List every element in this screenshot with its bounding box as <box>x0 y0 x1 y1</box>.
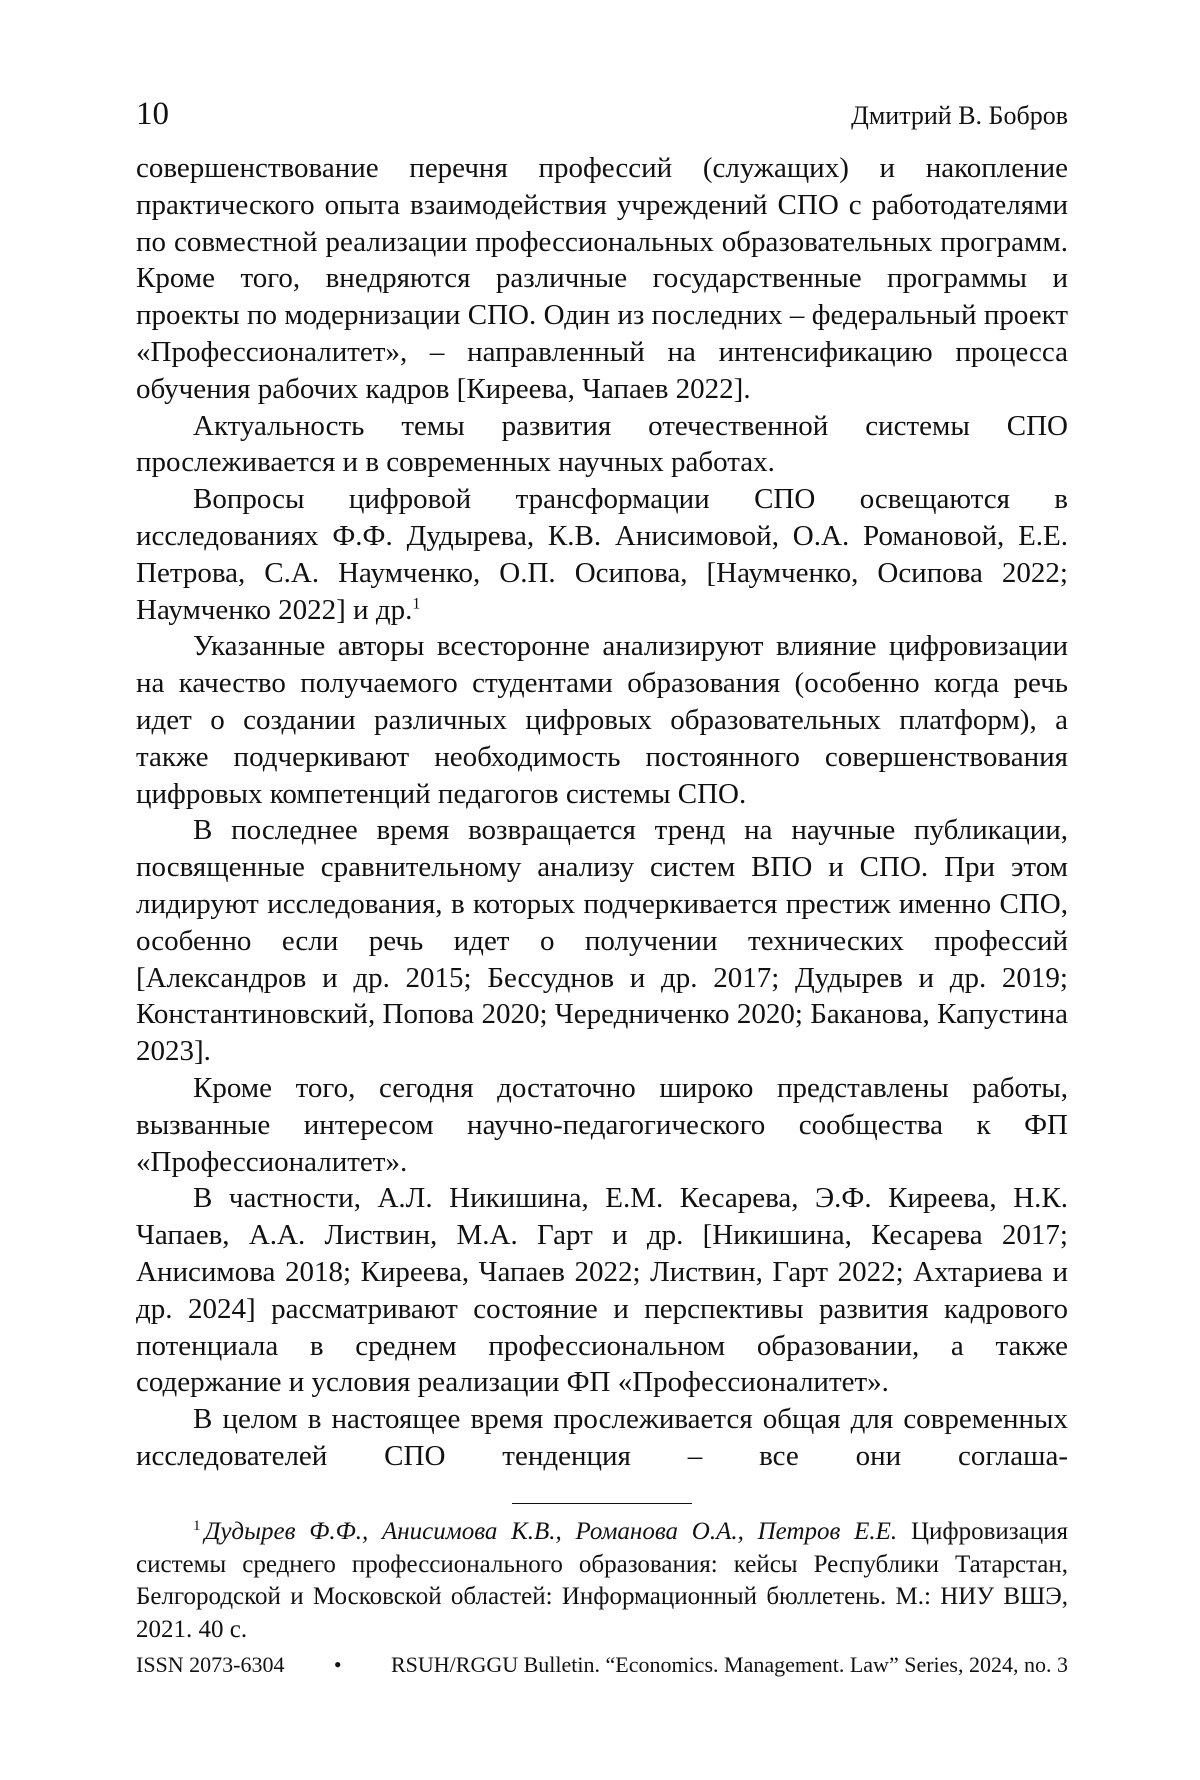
footnote <box>136 1516 1068 1646</box>
journal-footer <box>136 1652 1068 1678</box>
paragraph: Кроме того, сегодня достаточно широко представлены работы, вызванные интересом научно-педагогического сообщества к ФП «Профессионалитет». <box>136 1071 1068 1178</box>
paragraph: совершенствование перечня профессий (служащих) и накопление практического опыта взаимодействия учреждений СПО с работодателями по совместной реализации профессиональных образовательных программ. Кроме того, внедряются различные государственные программы и проекты по модернизации СПО. Один из последних – федеральный проект «Профессионалитет», – направленный на интенсификацию процесса обучения рабочих кадров [Киреева, Чапаев 2022]. <box>136 152 1068 405</box>
journal-title: RSUH/RGGU Bulletin. “Economics. Management. Law” Series, 2024, no. 3 <box>390 1652 1068 1677</box>
footnote-authors: Дудырев Ф.Ф., Анисимова К.В., Романова О.А., Петров Е.Е. <box>204 1518 898 1546</box>
page <box>136 96 1068 1646</box>
footnote-divider <box>512 1503 692 1505</box>
paragraph-text: Вопросы цифровой трансформации СПО освещаются в исследованиях Ф.Ф. Дудырева, К.В. Анисимовой, О.А. Романовой, Е.Е. Петрова, С.А. Наумченко, О.П. Осипова, [Наумченко, Осипова 2022; Наумченко 2022] и др. <box>136 483 1068 626</box>
paragraph: В последнее время возвращается тренд на научные публикации, посвященные сравнительному анализу систем ВПО и СПО. При этом лидируют исследования, в которых подчеркивается престиж именно СПО, особенно если речь идет о получении технических профессий [Александров и др. 2015; Бессуднов и др. 2017; Дудырев и др. 2019; Константиновский, Попова 2020; Чередниченко 2020; Баканова, Капустина 2023]. <box>136 814 1068 1068</box>
paragraph: В частности, А.Л. Никишина, Е.М. Кесарева, Э.Ф. Киреева, Н.К. Чапаев, А.А. Листвин, М.А. Гарт и др. [Никишина, Кесарева 2017; Анисимова 2018; Киреева, Чапаев 2022; Листвин, Гарт 2022; Ахтариева и др. 2024] рассматривают состояние и перспективы развития кадрового потенциала в среднем профессиональном образовании, а также содержание и условия реализации ФП «Профессионалитет». <box>136 1182 1068 1399</box>
footnote-text: Цифровизация системы среднего профессионального образования: кейсы Республики Татарстан, Белгородской и Московской областей: Информационный бюллетень. М.: НИУ ВШЭ, 2021. 40 с. <box>136 1518 1068 1643</box>
footer-separator: • <box>333 1652 342 1677</box>
page-number: 10 <box>136 96 169 132</box>
paragraph <box>136 481 1068 628</box>
running-header <box>136 96 1068 144</box>
paragraph: В целом в настоящее время прослеживается общая для современных исследователей СПО тенденция – все они соглаша- <box>136 1403 1068 1472</box>
footnote-mark: 1 <box>193 1517 201 1534</box>
author-name: Дмитрий В. Бобров <box>851 101 1068 130</box>
paragraph: Актуальность темы развития отечественной системы СПО прослеживается и в современных научных работах. <box>136 409 1068 479</box>
footnote-reference[interactable]: 1 <box>412 594 421 612</box>
body-text <box>136 150 1068 1475</box>
paragraph: Указанные авторы всесторонне анализируют влияние цифровизации на качество получаемого студентами образования (особенно когда речь идет о создании различных цифровых образовательных платформ), а также подчеркивают необходимость постоянного совершенствования цифровых компетенций педагогов системы СПО. <box>136 630 1068 810</box>
issn: ISSN 2073-6304 <box>136 1652 285 1677</box>
